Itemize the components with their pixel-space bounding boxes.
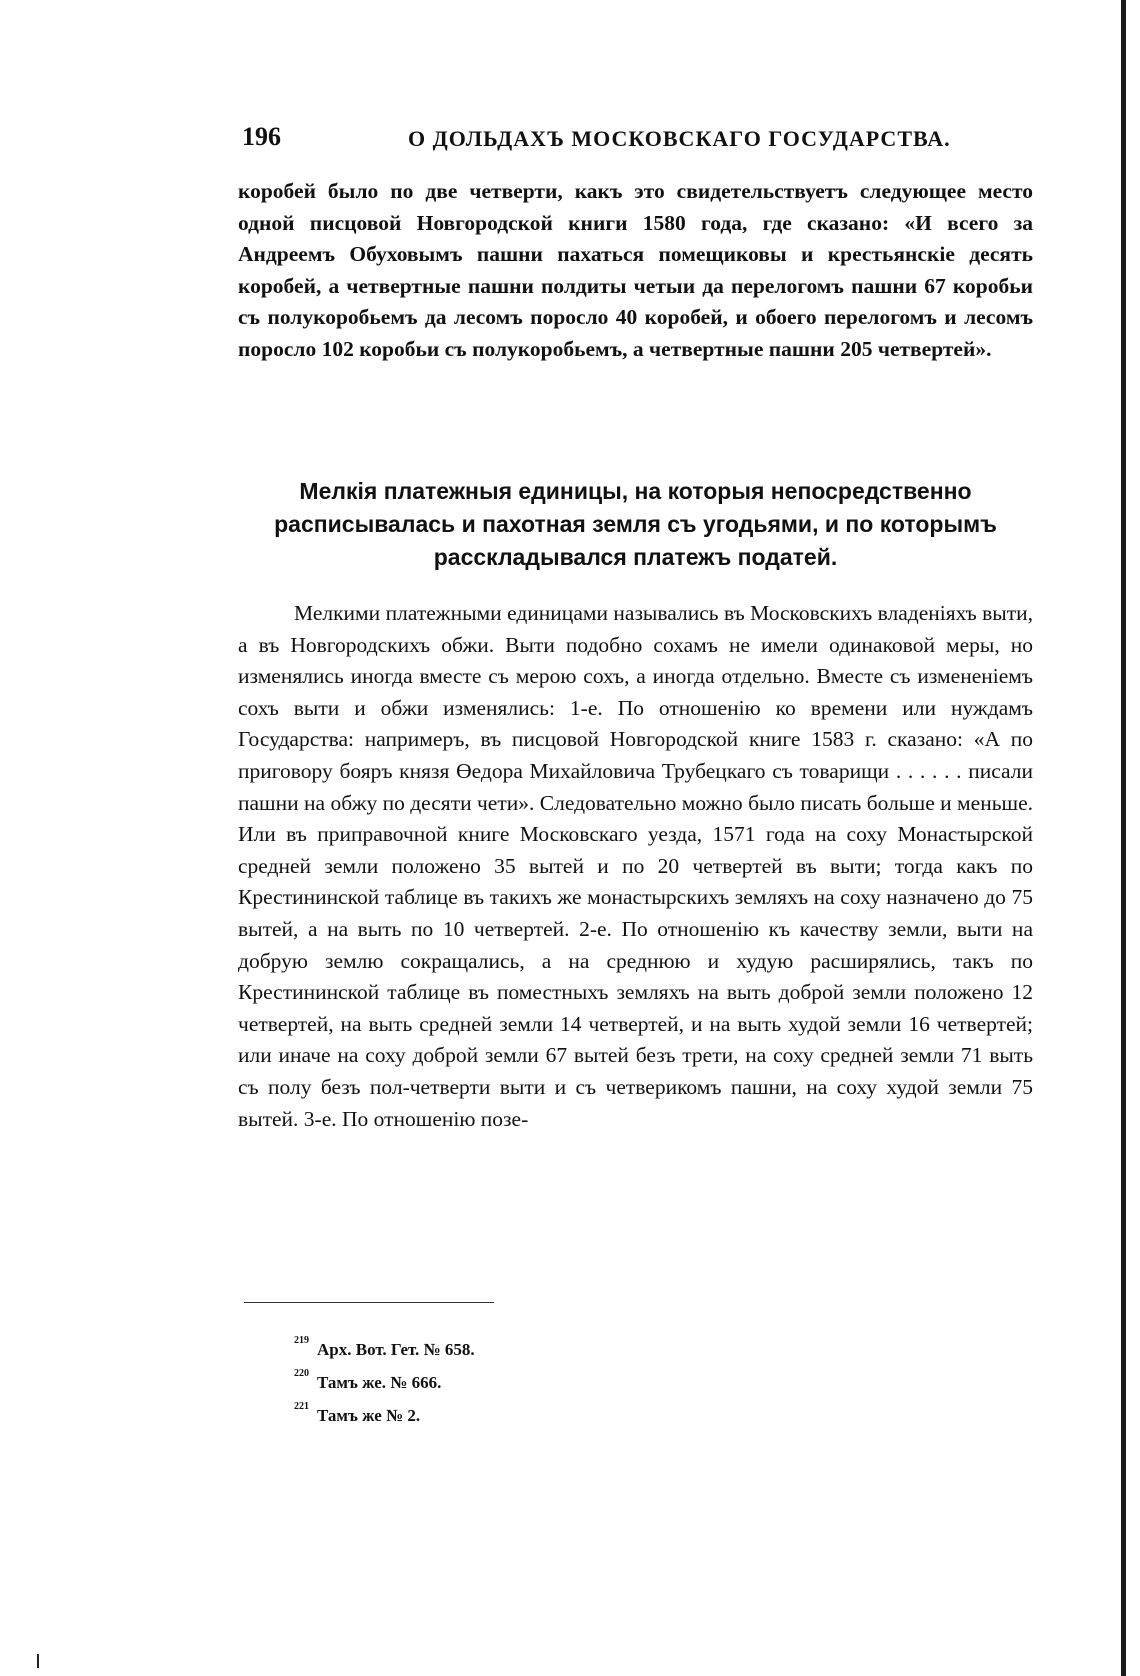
footnote-divider [244,1302,494,1303]
paragraph-1-text: коробей было по две четверти, какъ это свидетельствуетъ следующее место одной писцовой Новгородской книги 1580 года, где сказано: «И всего за Андреемъ Обуховымъ пашни пахаться помещиковы и крестьянскiе десять коробей, а четвертные пашни полдиты четыи да перелогомъ пашни 67 коробьи съ полукоробьемъ да лесомъ поросло 40 коробей, и обоего перелогомъ и лесомъ поросло 102 коробьи съ полукоробьемъ, а четвертные пашни 205 четвертей». [238,179,1033,361]
section-heading: Мелкiя платежныя единицы, на которыя непосредственно расписывалась и пахотная земля съ угодьями, и по которымъ расскладывался платежъ податей. [274,478,997,570]
running-head [238,116,1033,156]
footnote-number: 221 [294,1401,309,1412]
footnote-number: 220 [294,1368,309,1379]
scan-page-edge [1121,0,1126,1676]
footnote-text: Тамъ же № 2. [317,1406,421,1425]
running-title: О ДОЛЬДАХЪ МОСКОВСКАГО ГОСУДАРСТВА. [408,126,951,151]
footnotes [294,1333,475,1432]
footnote [294,1333,475,1366]
paragraph-continued [238,176,1033,366]
footnote-text: Арх. Вот. Гет. № 658. [317,1340,475,1359]
footnote-number: 219 [294,1335,309,1346]
document-page [238,0,1033,1676]
paragraph-2-text: Мелкими платежными единицами назывались въ Московскихъ владенiяхъ выти, а въ Новгородскихъ обжи. Выти подобно сохамъ не имели одинаковой меры, но изменялись иногда вместе съ мерою сохъ, а иногда отдельно. Вместе съ измененiемъ сохъ выти и обжи изменялись: 1-е. По отношенiю ко времени или нуждамъ Государства: напримеръ, въ писцовой Новгородской книге 1583 г. сказано: «А по приговору бояръ князя Өедора Михайловича Трубецкаго съ товарищи . . . . . . писали пашни на обжу по десяти чети». Следовательно можно было писать больше и меньше. Или въ приправочной книге Московскаго уезда, 1571 года на соху Монастырской средней земли положено 35 вытей и по 20 четвертей въ выти; тогда какъ по Крестининской таблице въ такихъ же монастырскихъ земляхъ на соху назначено до 75 вытей, а на выть по 10 четвертей. 2-е. По отношенiю къ качеству земли, выти на добрую землю сокращались, а на среднюю и худую расширялись, такъ по Крестининской таблице въ поместныхъ земляхъ на выть доброй земли положено 12 четвертей, на выть средней земли 14 четвертей, и на выть худой земли 16 четвертей; или иначе на соху доброй земли 67 вытей безъ трети, на соху средней земли 71 выть съ полу безъ пол-четверти выти и съ четверикомъ пашни, на соху худой земли 75 вытей. 3-е. По отношенiю позе- [238,601,1033,1131]
margin-mark [37,1654,39,1668]
footnote [294,1399,475,1432]
footnote-text: Тамъ же. № 666. [317,1373,442,1392]
page-number: 196 [242,122,281,151]
paragraph-main [238,598,1033,1135]
footnote [294,1366,475,1399]
